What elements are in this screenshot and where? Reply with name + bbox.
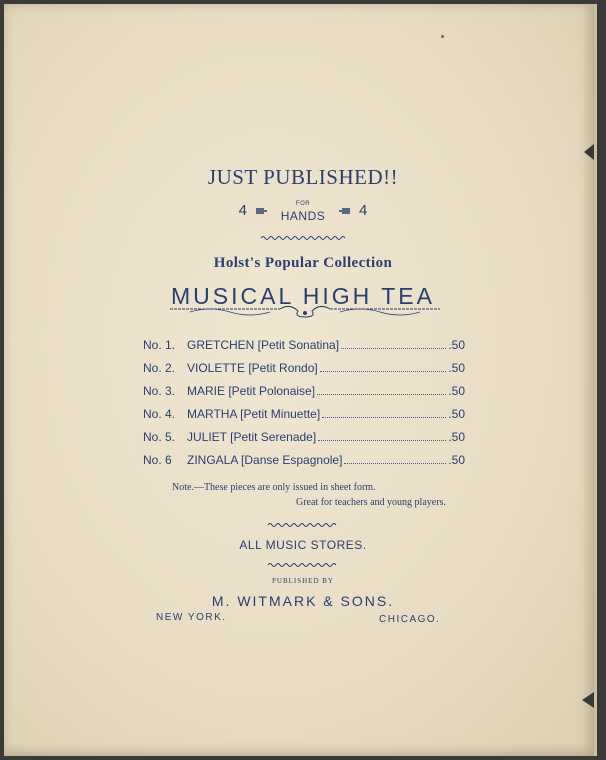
for-hands-label — [281, 200, 326, 221]
list-item — [143, 338, 465, 361]
hands-label: HANDS — [280, 209, 326, 223]
note-line-1: Note.—These pieces are only issued in sheet form. — [172, 482, 376, 493]
dot-leader — [318, 440, 446, 441]
piece-price: .50 — [448, 384, 465, 398]
paper-speck — [441, 35, 444, 38]
hands-number-left: 4 — [238, 202, 247, 219]
piece-number: No. 1. — [143, 338, 176, 352]
collection-title: MUSICAL HIGH TEA — [171, 283, 435, 309]
publisher-name: M. WITMARK & SONS. — [211, 593, 395, 609]
piece-title: GRETCHEN [Petit Sonatina] — [187, 338, 340, 352]
city-chicago: CHICAGO. — [379, 614, 441, 625]
piece-title: JULIET [Petit Serenade] — [187, 430, 317, 444]
list-item — [143, 361, 465, 384]
collection-subtitle: Holst's Popular Collection — [213, 255, 393, 271]
piece-title: VIOLETTE [Petit Rondo] — [187, 361, 318, 375]
page-edge-tear — [584, 144, 594, 160]
dot-leader — [341, 348, 446, 349]
dot-leader — [344, 463, 446, 464]
piece-price: .50 — [448, 430, 465, 444]
note-line-2: Great for teachers and young players. — [296, 497, 446, 508]
piece-number: No. 5. — [143, 430, 176, 444]
pointing-hand-icon — [337, 206, 351, 216]
music-stores-line: ALL MUSIC STORES. — [239, 538, 367, 552]
dot-leader — [317, 394, 446, 395]
pointing-hand-icon — [255, 206, 269, 216]
ornamental-flourish — [170, 303, 440, 319]
piece-number: No. 3. — [143, 384, 176, 398]
hands-number-right: 4 — [359, 202, 368, 219]
dot-leader — [322, 417, 446, 418]
piece-price: .50 — [448, 338, 465, 352]
piece-number: No. 6 — [143, 453, 172, 467]
pieces-list — [143, 338, 465, 476]
piece-price: .50 — [448, 407, 465, 421]
four-hands-line — [0, 200, 606, 221]
wavy-rule — [0, 234, 606, 242]
wavy-rule — [0, 521, 606, 529]
piece-price: .50 — [448, 361, 465, 375]
piece-number: No. 4. — [143, 407, 176, 421]
published-by-label: PUBLISHED BY — [272, 577, 334, 585]
piece-title: MARTHA [Petit Minuette] — [187, 407, 321, 421]
piece-number: No. 2. — [143, 361, 176, 375]
wavy-rule — [0, 561, 606, 569]
city-new-york: NEW YORK. — [156, 612, 227, 623]
piece-title: ZINGALA [Danse Espagnole] — [187, 453, 343, 467]
piece-price: .50 — [448, 453, 465, 467]
list-item — [143, 384, 465, 407]
list-item — [143, 430, 465, 453]
dot-leader — [320, 371, 447, 372]
page-edge-tear — [582, 692, 594, 708]
list-item — [143, 453, 465, 476]
piece-title: MARIE [Petit Polonaise] — [187, 384, 316, 398]
list-item — [143, 407, 465, 430]
for-label: FOR — [295, 201, 311, 207]
just-published-heading: JUST PUBLISHED!! — [207, 165, 399, 189]
